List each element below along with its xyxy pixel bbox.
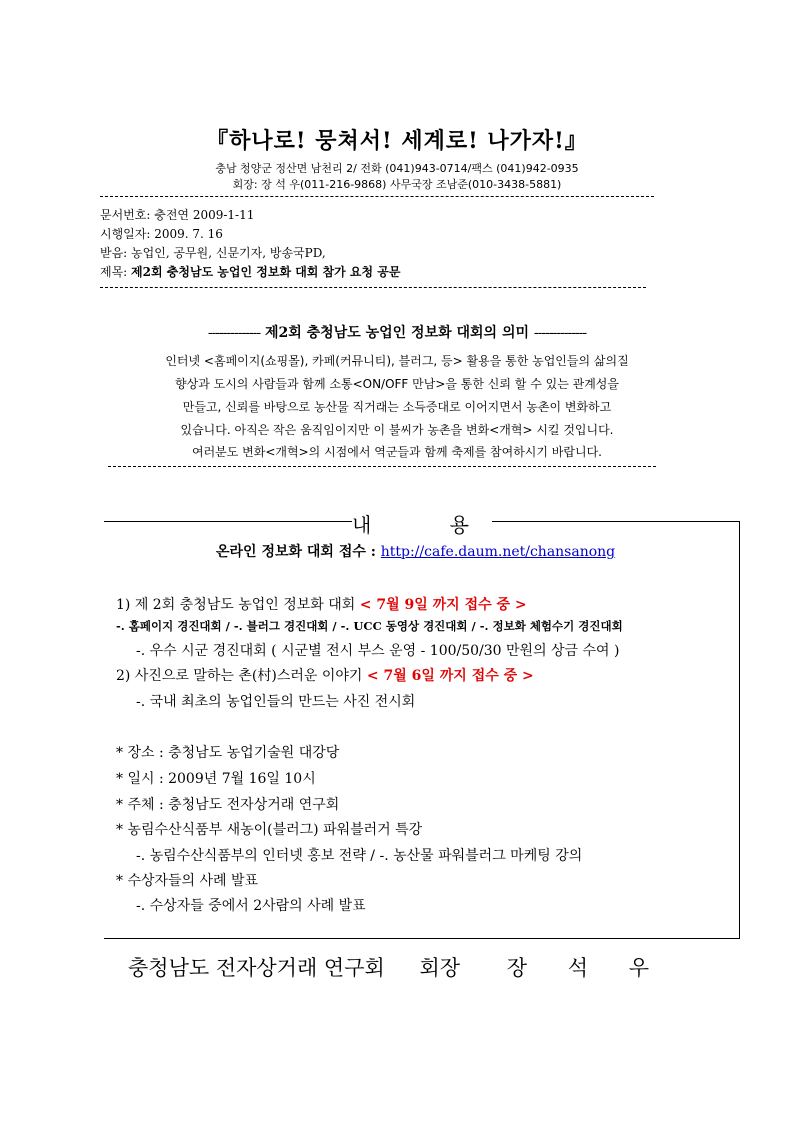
meaning-dash-right: -------------- — [533, 325, 587, 341]
lecture-line: * 농림수산식품부 새농이(블러그) 파워블러거 특강 — [116, 822, 423, 838]
online-entry-line — [216, 541, 615, 561]
meta-divider — [100, 287, 646, 288]
item1-deadline: < 7월 9일 까지 접수 중 > — [359, 597, 527, 613]
event-host: * 주체 : 충청남도 전자상거래 연구회 — [116, 797, 340, 813]
signature-line — [128, 952, 649, 982]
meaning-line-5: 여러분도 변화<개혁>의 시점에서 역군들과 함께 축제를 참여하시기 바랍니다. — [192, 445, 602, 459]
item1-regional-contest: -. 우수 시군 경진대회 ( 시군별 전시 부스 운영 - 100/50/30 만원의 상금 수여 ) — [136, 643, 620, 659]
item1-contests: -. 홈페이지 경진대회 / -. 블러그 경진대회 / -. UCC 동영상 경진대회 / -. 정보화 체험수기 경진대회 — [116, 619, 623, 633]
slogan-title: 『하나로! 뭉쳐서! 세계로! 나가자!』 — [206, 128, 588, 154]
online-entry-label: 온라인 정보화 대회 접수 : — [216, 544, 381, 560]
item2-text: 2) 사진으로 말하는 촌(村)스러운 이야기 — [116, 668, 367, 684]
event-place: * 장소 : 충청남도 농업기술원 대강당 — [116, 745, 340, 761]
item1-text: 1) 제 2회 충청남도 농업인 정보화 대회 — [116, 597, 360, 613]
signature-name-2: 석 — [567, 956, 589, 980]
meaning-title: 제2회 충청남도 농업인 정보화 대회의 의미 — [260, 325, 534, 341]
subject-label: 제목: — [100, 265, 132, 279]
subject-text: 제2회 충청남도 농업인 정보화 대회 참가 요청 공문 — [131, 265, 401, 279]
issue-date: 시행일자: 2009. 7. 16 — [100, 227, 223, 241]
meaning-heading — [0, 322, 794, 342]
meaning-line-4: 있습니다. 아직은 작은 움직임이지만 이 불씨가 농촌을 변화<개혁> 시킬 것입니다. — [180, 423, 614, 437]
item2-line — [116, 665, 534, 685]
recipients: 받음: 농업인, 공무원, 신문기자, 방송국PD, — [100, 246, 326, 260]
content-heading: 내 용 — [352, 509, 492, 535]
signature-name-3: 우 — [628, 956, 650, 980]
meaning-line-1: 인터넷 <홈페이지(쇼핑몰), 카페(커뮤니티), 블러그, 등> 활용을 통한 농업인들의 삶의질 — [165, 354, 629, 368]
meaning-dash-left: -------------- — [207, 325, 261, 341]
meaning-line-3: 만들고, 신뢰를 바탕으로 농산물 직거래는 소득증대로 이어지면서 농촌이 변화하고 — [182, 400, 612, 414]
lecture-sub: -. 농림수산식품부의 인터넷 홍보 전략 / -. 농산물 파워블러그 마케팅 강의 — [136, 848, 583, 864]
item1-line — [116, 594, 527, 614]
awards-line: * 수상자들의 사례 발표 — [116, 873, 259, 889]
event-time: * 일시 : 2009년 7월 16일 10시 — [116, 771, 316, 787]
meaning-divider — [108, 466, 656, 467]
doc-number: 문서번호: 충전연 2009-1-11 — [100, 208, 255, 222]
contact-line: 회장: 장 석 우(011-216-9868) 사무국장 조남준(010-3438-5881) — [232, 178, 562, 191]
header-divider — [100, 196, 654, 197]
meaning-line-2: 향상과 도시의 사람들과 함께 소통<ON/OFF 만남>을 통한 신뢰 할 수 있는 관계성을 — [175, 377, 619, 391]
signature-role: 회장 — [419, 956, 461, 980]
item2-deadline: < 7월 6일 까지 접수 중 > — [366, 668, 534, 684]
signature-org: 충청남도 전자상거래 연구회 — [128, 956, 385, 980]
subject-line — [100, 263, 400, 280]
cafe-link[interactable]: http://cafe.daum.net/chansanong — [380, 544, 616, 560]
signature-name-1: 장 — [506, 956, 528, 980]
address-line: 충남 청양군 정산면 남천리 2/ 전화 (041)943-0714/팩스 (041)942-0935 — [215, 162, 579, 175]
item2-sub: -. 국내 최초의 농업인들의 만드는 사진 전시회 — [136, 694, 416, 710]
awards-sub: -. 수상자들 중에서 2사람의 사례 발표 — [136, 898, 366, 914]
